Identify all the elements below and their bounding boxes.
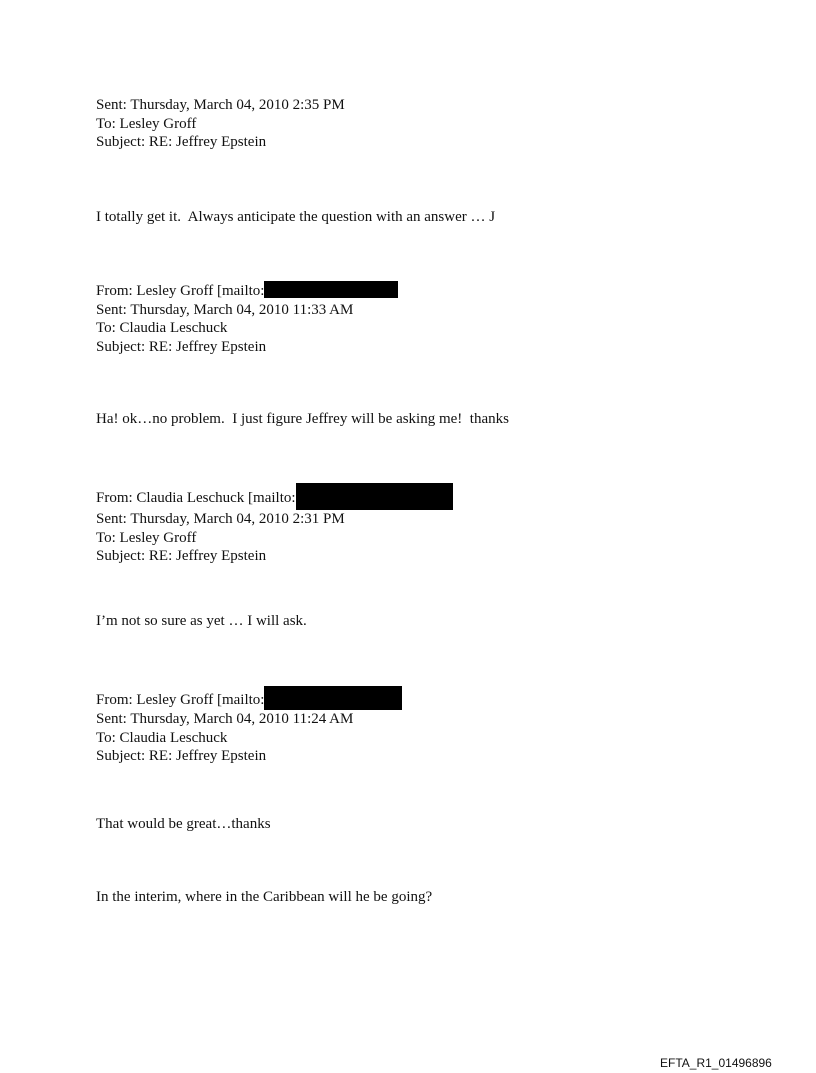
- to-line: To: Lesley Groff: [96, 115, 197, 132]
- from-line: [96, 483, 453, 510]
- from-text: From: Lesley Groff [mailto:: [96, 283, 265, 299]
- to-line: To: Lesley Groff: [96, 529, 197, 546]
- email-body: [96, 888, 432, 907]
- email-header: [96, 96, 345, 152]
- email-body: [96, 612, 307, 631]
- subject-line: Subject: RE: Jeffrey Epstein: [96, 134, 267, 150]
- body-text: I totally get it. Always anticipate the question with an answer … J: [96, 209, 496, 225]
- from-line: [96, 281, 398, 301]
- email-header: [96, 483, 453, 566]
- body-text: That would be great…thanks: [96, 816, 271, 832]
- email-body: [96, 208, 495, 227]
- redaction-box: [264, 281, 398, 298]
- body-text: In the interim, where in the Caribbean will he be going?: [96, 889, 433, 905]
- sent-line: Sent: Thursday, March 04, 2010 11:33 AM: [96, 301, 354, 318]
- email-header: [96, 686, 402, 766]
- body-text: I’m not so sure as yet … I will ask.: [96, 613, 307, 629]
- subject-line: Subject: RE: Jeffrey Epstein: [96, 548, 267, 564]
- redaction-box: [264, 686, 402, 710]
- sent-line: Sent: Thursday, March 04, 2010 2:35 PM: [96, 97, 345, 113]
- document-id: EFTA_R1_01496896: [660, 1056, 772, 1070]
- email-header: [96, 281, 398, 356]
- subject-line: Subject: RE: Jeffrey Epstein: [96, 338, 267, 355]
- to-line: To: Claudia Leschuck: [96, 729, 228, 746]
- email-body: [96, 410, 509, 429]
- to-line: To: Claudia Leschuck: [96, 320, 228, 336]
- sent-line: Sent: Thursday, March 04, 2010 2:31 PM: [96, 511, 345, 527]
- subject-line: Subject: RE: Jeffrey Epstein: [96, 748, 267, 764]
- from-text: From: Claudia Leschuck [mailto:: [96, 490, 296, 506]
- email-body: [96, 815, 271, 834]
- from-text: From: Lesley Groff [mailto:: [96, 692, 265, 708]
- sent-line: Sent: Thursday, March 04, 2010 11:24 AM: [96, 711, 354, 727]
- body-text: Ha! ok…no problem. I just figure Jeffrey will be asking me! thanks: [96, 411, 509, 427]
- redaction-box: [296, 483, 453, 510]
- from-line: [96, 686, 402, 710]
